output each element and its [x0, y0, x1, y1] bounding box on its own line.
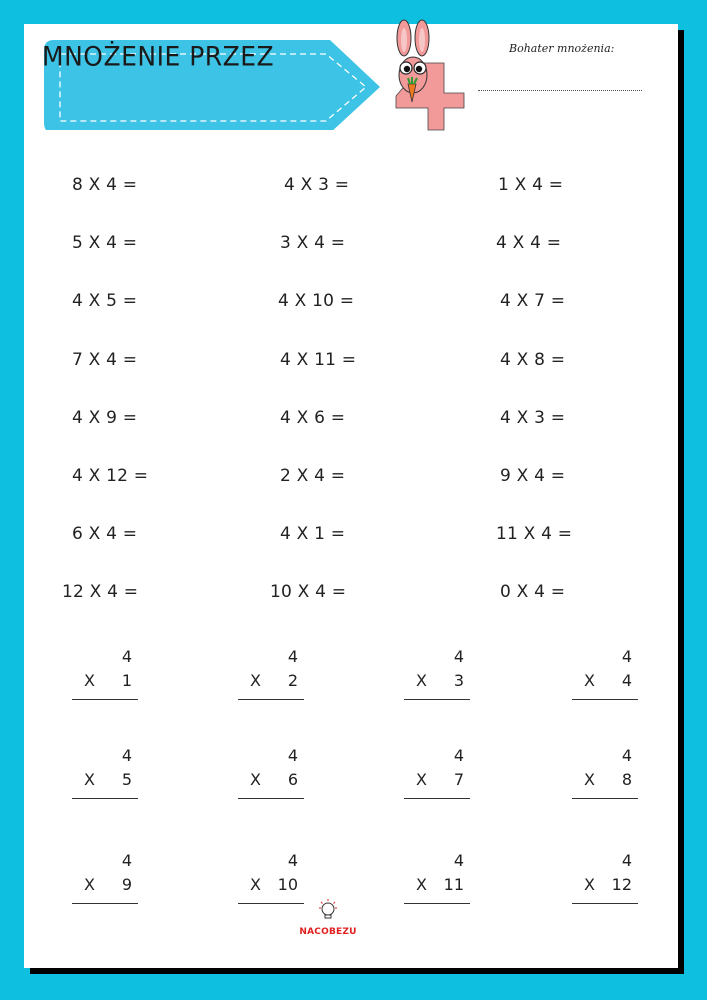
times-sign: X — [584, 875, 595, 894]
times-sign: X — [416, 671, 427, 690]
multiplicand: 4 — [121, 647, 132, 666]
multiplier: 10 — [277, 875, 298, 894]
hero-four — [364, 18, 474, 138]
multiplicand: 4 — [453, 746, 464, 765]
multiplicand: 4 — [287, 746, 298, 765]
answer-line[interactable] — [404, 699, 470, 700]
multiplicand: 4 — [621, 746, 632, 765]
equation-col2-8: 10 X 4 = — [270, 582, 347, 602]
answer-line[interactable] — [72, 699, 138, 700]
multiplicand: 4 — [453, 851, 464, 870]
times-sign: X — [84, 875, 95, 894]
vertical-problem — [238, 647, 304, 707]
equation-col1-1: 8 X 4 = — [72, 175, 138, 195]
vertical-problem — [404, 851, 470, 911]
brand-logo — [298, 898, 358, 937]
vertical-problem — [404, 647, 470, 707]
answer-line[interactable] — [404, 798, 470, 799]
equation-col2-7: 4 X 1 = — [280, 524, 346, 544]
answer-line[interactable] — [238, 798, 304, 799]
equation-col1-3: 4 X 5 = — [72, 291, 138, 311]
equation-col2-4: 4 X 11 = — [280, 350, 357, 370]
equation-col1-4: 7 X 4 = — [72, 350, 138, 370]
equation-col3-8: 0 X 4 = — [500, 582, 566, 602]
vertical-problem — [72, 746, 138, 806]
equation-col3-3: 4 X 7 = — [500, 291, 566, 311]
equation-col3-1: 1 X 4 = — [498, 175, 564, 195]
lightbulb-icon — [316, 898, 340, 922]
times-sign: X — [84, 770, 95, 789]
equation-col2-6: 2 X 4 = — [280, 466, 346, 486]
equation-col2-3: 4 X 10 = — [278, 291, 355, 311]
times-sign: X — [84, 671, 95, 690]
name-line[interactable] — [478, 90, 642, 91]
vertical-problem — [572, 746, 638, 806]
equation-col3-7: 11 X 4 = — [496, 524, 573, 544]
vertical-problem — [572, 851, 638, 911]
times-sign: X — [250, 671, 261, 690]
equation-col2-5: 4 X 6 = — [280, 408, 346, 428]
vertical-problem — [404, 746, 470, 806]
brand-name: NACOBEZU — [299, 927, 357, 937]
multiplicand: 4 — [453, 647, 464, 666]
page-title: MNOŻENIE PRZEZ — [42, 41, 275, 72]
multiplier: 12 — [611, 875, 632, 894]
answer-line[interactable] — [238, 903, 304, 904]
answer-line[interactable] — [72, 798, 138, 799]
answer-line[interactable] — [572, 699, 638, 700]
equation-col3-2: 4 X 4 = — [496, 233, 562, 253]
times-sign: X — [250, 875, 261, 894]
multiplicand: 4 — [287, 851, 298, 870]
multiplier: 1 — [121, 671, 132, 690]
equation-col1-2: 5 X 4 = — [72, 233, 138, 253]
multiplier: 11 — [443, 875, 464, 894]
times-sign: X — [250, 770, 261, 789]
answer-line[interactable] — [572, 903, 638, 904]
equation-col1-5: 4 X 9 = — [72, 408, 138, 428]
answer-line[interactable] — [572, 798, 638, 799]
answer-line[interactable] — [404, 903, 470, 904]
worksheet — [24, 24, 678, 968]
multiplier: 6 — [287, 770, 298, 789]
hero-label: Bohater mnożenia: — [509, 42, 615, 55]
multiplier: 3 — [453, 671, 464, 690]
vertical-problem — [572, 647, 638, 707]
answer-line[interactable] — [238, 699, 304, 700]
title-banner — [20, 20, 385, 130]
multiplicand: 4 — [121, 746, 132, 765]
equation-col1-8: 12 X 4 = — [62, 582, 139, 602]
multiplicand: 4 — [287, 647, 298, 666]
times-sign: X — [416, 875, 427, 894]
equation-col2-2: 3 X 4 = — [280, 233, 346, 253]
vertical-problem — [72, 647, 138, 707]
multiplier: 8 — [621, 770, 632, 789]
multiplicand: 4 — [121, 851, 132, 870]
times-sign: X — [416, 770, 427, 789]
multiplicand: 4 — [621, 647, 632, 666]
vertical-problem — [238, 851, 304, 911]
equation-col3-6: 9 X 4 = — [500, 466, 566, 486]
multiplier: 2 — [287, 671, 298, 690]
times-sign: X — [584, 770, 595, 789]
equation-col2-1: 4 X 3 = — [284, 175, 350, 195]
answer-line[interactable] — [72, 903, 138, 904]
equation-col1-7: 6 X 4 = — [72, 524, 138, 544]
times-sign: X — [584, 671, 595, 690]
multiplier: 7 — [453, 770, 464, 789]
vertical-problem — [72, 851, 138, 911]
equation-col1-6: 4 X 12 = — [72, 466, 149, 486]
multiplier: 5 — [121, 770, 132, 789]
vertical-problem — [238, 746, 304, 806]
equation-col3-4: 4 X 8 = — [500, 350, 566, 370]
multiplier: 9 — [121, 875, 132, 894]
multiplier: 4 — [621, 671, 632, 690]
multiplicand: 4 — [621, 851, 632, 870]
equation-col3-5: 4 X 3 = — [500, 408, 566, 428]
